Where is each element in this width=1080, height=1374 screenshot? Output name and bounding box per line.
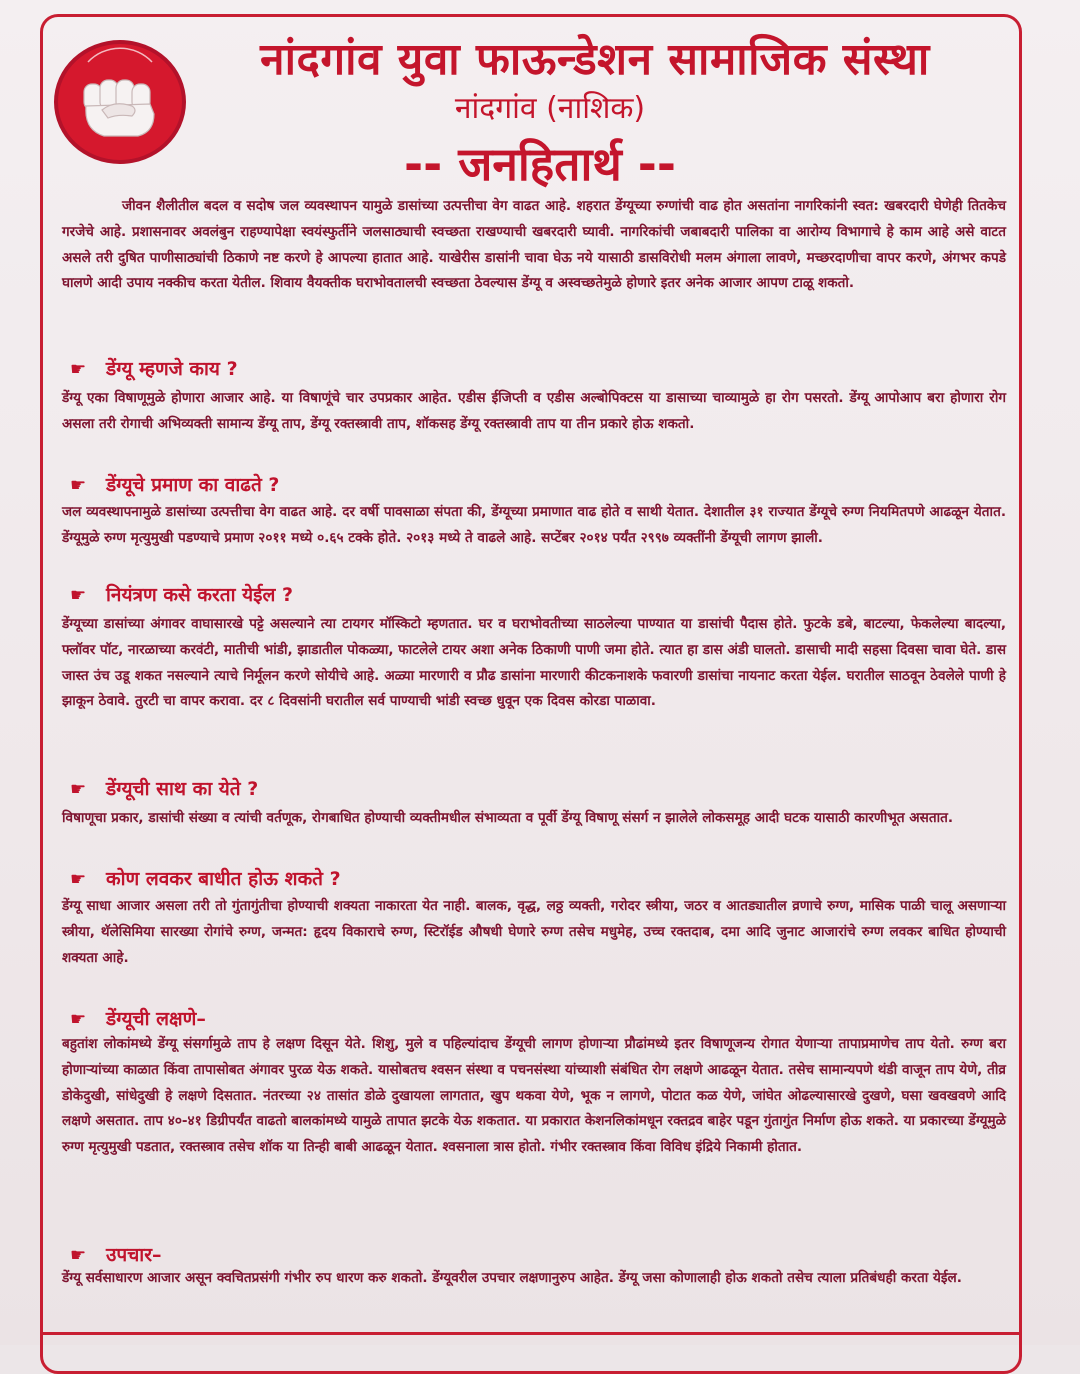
section-heading-control: ☛ नियंत्रण कसे करता येईल ?	[70, 580, 293, 610]
public-notice-heading: -- जनहितार्थ --	[404, 137, 676, 191]
pointing-hand-icon: ☛	[70, 779, 87, 800]
foundation-logo	[54, 40, 186, 164]
pointing-hand-icon: ☛	[70, 1245, 87, 1266]
organization-location: नांदगांव (नाशिक)	[454, 91, 646, 126]
section-heading-epidemic: ☛ डेंग्यूची साथ का येते ?	[70, 774, 258, 804]
section-heading-what-is-dengue: ☛ डेंग्यू म्हणजे काय ?	[70, 354, 238, 384]
section-heading-who-affected: ☛ कोण लवकर बाधीत होऊ शकते ?	[70, 864, 341, 894]
pointing-hand-icon: ☛	[70, 359, 87, 380]
intro-paragraph: जीवन शैलीतील बदल व सदोष जल व्यवस्थापन यामुळे डासांच्या उत्पत्तीचा वेग वाढत आहे. शहरात डेंग्यूच्या रुग्णांची वाढ होत असतांना नागरिकांनी स्वत: खबरदारी घेणेही तितकेच गरजेचे आहे. प्रशासनावर अवलंबुन राहण्यापेक्षा स्वयंस्फुर्तीने जलसाठ्याची स्वच्छता राखण्याची खबरदारी घ्यावी. नागरिकांची जबाबदारी पालिका वा आरोग्य विभागाचे हे काम आहे असे वाटत असले तरी दुषित पाणीसाठ्यांची ठिकाणे नष्ट करणे हे आपल्या हातात आहे. याखेरीस डासांनी चावा घेऊ नये यासाठी डासविरोधी मलम अंगाला लावणे, मच्छरदाणीचा वापर करणे, अंगभर कपडे घालणे आदी उपाय नक्कीच करता येतील. शिवाय वैयक्तीक घराभोवतालची स्वच्छता ठेवल्यास डेंग्यू व अस्वच्छतेमुळे होणारे इतर अनेक आजार आपण टाळू शकतो.	[62, 198, 1006, 292]
pointing-hand-icon: ☛	[70, 1009, 87, 1030]
section-body-who-affected: डेंग्यू साधा आजार असला तरी तो गुंतागुंतीचा होण्याची शक्यता नाकारता येत नाही. बालक, वृद्ध, लठ्ठ व्यक्ती, गरोदर स्त्रीया, जठर व आतड्यातील व्रणाचे रुग्ण, मासिक पाळी चालू असणाऱ्या स्त्रीया, थॅलेसिमिया सारख्या रोगांचे रुग्ण, जन्मत: हृदय विकाराचे रुग्ण, स्टिरॉईड औषधी घेणारे रुग्ण तसेच मधुमेह, उच्च रक्तदाब, दमा आदि जुनाट आजारांचे रुग्ण लवकर बाधित होण्याची शक्यता आहे.	[62, 898, 1006, 966]
section-body-control: डेंग्यूच्या डासांच्या अंगावर वाघासारखे पट्टे असल्याने त्या टायगर मॉस्किटो म्हणतात. घर व घराभोवतीच्या साठलेल्या पाण्यात या डासांची पैदास होते. फुटके डबे, बाटल्या, फेकलेल्या बादल्या, फ्लॉवर पॉट, नारळाच्या करवंटी, मातीची भांडी, झाडातील पोकळ्या, फाटलेले टायर अशा अनेक ठिकाणी पाणी जमा होते. त्यात हा डास अंडी घालतो. डासाची मादी सहसा दिवसा चावा घेते. डास जास्त उंच उडू शकत नसल्याने त्याचे निर्मूलन करणे सोयीचे आहे. अळ्या मारणारी व प्रौढ डासांना मारणारी कीटकनाशके फवारणी डासांचा नायनाट करता येईल. घरातील साठवून ठेवलेले पाणी हे झाकून ठेवावे. तुरटी चा वापर करावा. दर ८ दिवसांनी घरातील सर्व पाण्याची भांडी स्वच्छ धुवून एक दिवस कोरडा पाळावा.	[62, 616, 1007, 710]
section-body-why-increase: जल व्यवस्थापनामुळे डासांच्या उत्पत्तीचा वेग वाढत आहे. दर वर्षी पावसाळा संपता की, डेंग्यूच्या प्रमाणात वाढ होते व साथी येतात. देशातील ३१ राज्यात डेंग्यूचे रुग्ण नियमितपणे आढळून येतात. डेंग्यूमुळे रुग्ण मृत्युमुखी पडण्याचे प्रमाण २०११ मध्ये ०.६५ टक्के होते. २०१३ मध्ये ते वाढले आहे. सप्टेंबर २०१४ पर्यंत २९९७ व्यक्तींनी डेंग्यूची लागण झाली.	[62, 504, 1006, 546]
organization-title: नांदगांव युवा फाऊन्डेशन सामाजिक संस्था	[260, 34, 930, 85]
pointing-hand-icon: ☛	[70, 585, 87, 606]
section-body-what-is-dengue: डेंग्यू एका विषाणूमुळे होणारा आजार आहे. या विषाणूंचे चार उपप्रकार आहेत. एडीस ईजिप्ती व एडीस अल्बोपिक्टस या डासाच्या चाव्यामुळे हा रोग पसरतो. डेंग्यू आपोआप बरा होणारा रोग असला तरी रोगाची अभिव्यक्ती सामान्य डेंग्यू ताप, डेंग्यू रक्तस्त्रावी ताप, शॉकसह डेंग्यू रक्तस्त्रावी ताप या तीन प्रकारे होऊ शकतो.	[62, 390, 1006, 432]
section-heading-why-increase: ☛ डेंग्यूचे प्रमाण का वाढते ?	[70, 470, 279, 500]
pointing-hand-icon: ☛	[70, 475, 87, 496]
section-body-epidemic: विषाणूचा प्रकार, डासांची संख्या व त्यांची वर्तणूक, रोगबाधित होण्याची व्यक्तीमधील संभाव्यता व पूर्वी डेंग्यू विषाणू संसर्ग न झालेले लोकसमूह आदी घटक यासाठी कारणीभूत असतात.	[62, 810, 954, 826]
bottom-border	[40, 1332, 1022, 1335]
pointing-hand-icon: ☛	[70, 869, 87, 890]
section-heading-symptoms: ☛ डेंग्यूची लक्षणे–	[70, 1004, 206, 1034]
section-heading-treatment: ☛ उपचार–	[70, 1240, 161, 1270]
fist-icon	[58, 44, 182, 160]
section-body-symptoms: बहुतांश लोकांमध्ये डेंग्यू संसर्गामुळे ताप हे लक्षण दिसून येते. शिशु, मुले व पहिल्यांदाच डेंग्यूची लागण होणाऱ्या प्रौढांमध्ये इतर विषाणूजन्य रोगात येणाऱ्या तापाप्रमाणेच ताप येतो. रुग्ण बरा होणाऱ्यांच्या काळात किंवा तापासोबत अंगावर पुरळ येऊ शकते. यासोबतच श्वसन संस्था व पचनसंस्था यांच्याशी संबंधित रोग लक्षणे आढळून येतात. तसेच सामान्यपणे थंडी वाजून ताप येणे, तीव्र डोकेदुखी, सांधेदुखी हे लक्षणे दिसतात. नंतरच्या २४ तासांत डोळे दुखायला लागतात, खुप थकवा येणे, भूक न लागणे, पोटात कळ येणे, जांघेत ओढल्यासारखे दुखणे, घसा खवखवणे आदि लक्षणे असतात. ताप ४०-४१ डिग्रीपर्यंत वाढतो बालकांमध्ये यामुळे तापात झटके येऊ शकतात. या प्रकारात केशनलिकांमधून रक्तद्रव बाहेर पडून गुंतागुंत निर्माण होऊ शकते. या प्रकारच्या डेंग्यूमुळे रुग्ण मृत्युमुखी पडतात, रक्तस्त्राव तसेच शॉक या तिन्ही बाबी आढळून येतात. श्वसनाला त्रास होतो. गंभीर रक्तस्त्राव किंवा विविध इंद्रिये निकामी होतात.	[62, 1036, 1006, 1156]
section-body-treatment: डेंग्यू सर्वसाधारण आजार असून क्वचितप्रसंगी गंभीर रुप धारण करु शकतो. डेंग्यूवरील उपचार लक्षणानुरुप आहेत. डेंग्यू जसा कोणालाही होऊ शकतो तसेच त्याला प्रतिबंधही करता येईल.	[62, 1270, 962, 1286]
